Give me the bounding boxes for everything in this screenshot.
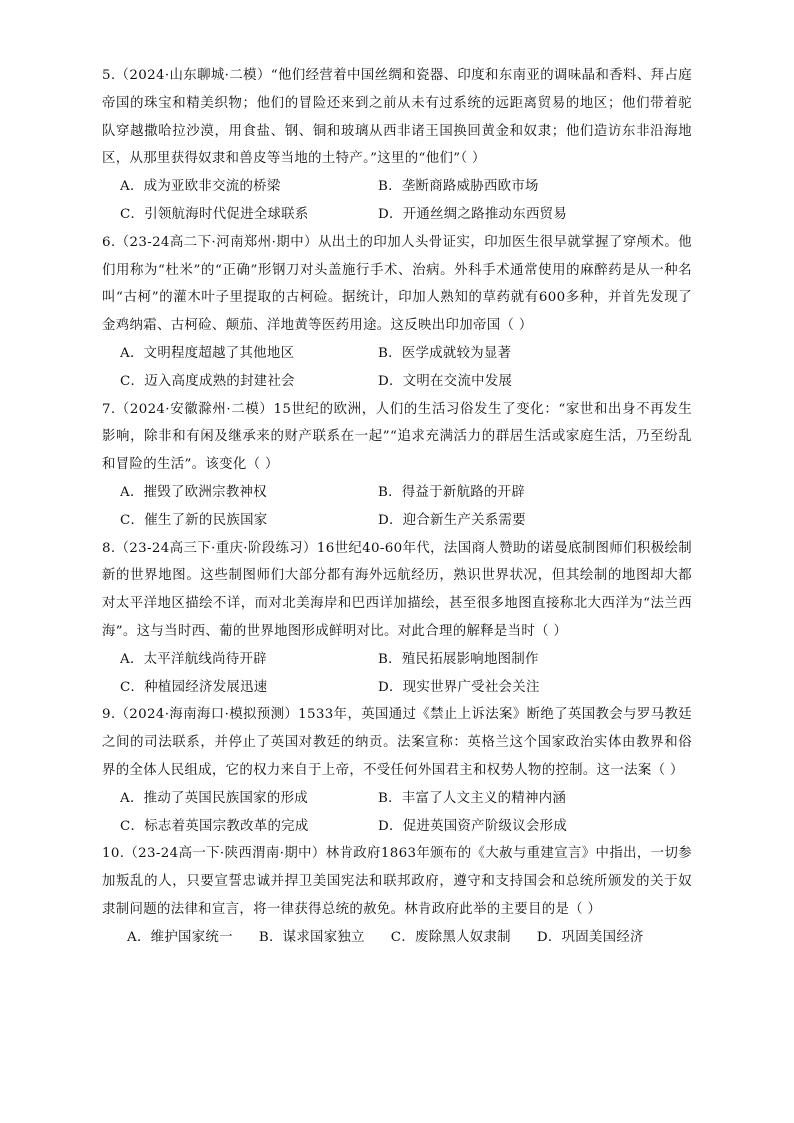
option-a[interactable]: A．成为亚欧非交流的桥梁 — [120, 179, 281, 195]
option-d[interactable]: D．现实世界广受社会关注 — [378, 679, 540, 695]
question-5 — [102, 62, 692, 229]
option-d[interactable]: D．迎合新生产关系需要 — [378, 512, 526, 528]
exam-page — [102, 62, 692, 952]
option-list — [120, 646, 692, 702]
question-stem: 10.（23-24高一下·陕西渭南·期中）林肯政府1863年颁布的《大赦与重建宣言》中指出，一切参加叛乱的人，只要宣誓忠诚并捍卫美国宪法和联邦政府，遵守和支持国会和总统所颁发的关于奴隶制问题的法律和宣言，将一律获得总统的赦免。林肯政府此举的主要目的是（ ） — [102, 846, 692, 917]
option-a[interactable]: A．维护国家统一 — [127, 929, 233, 945]
option-c[interactable]: C．标志着英国宗教改革的完成 — [120, 818, 309, 834]
option-b[interactable]: B．医学成就较为显著 — [378, 345, 512, 361]
option-a[interactable]: A．文明程度超越了其他地区 — [120, 345, 295, 361]
option-a[interactable]: A．太平洋航线尚待开辟 — [120, 651, 267, 667]
option-b[interactable]: B．谋求国家独立 — [258, 929, 365, 945]
option-list — [120, 785, 692, 841]
question-stem: 5.（2024·山东聊城·二模）“他们经营着中国丝绸和瓷器、印度和东南亚的调味晶和香料、拜占庭帝国的珠宝和精美织物；他们的冒险还来到之前从未有过系统的远距离贸易的地区；他们带着驼队穿越撒哈拉沙漠，用食盐、钢、铜和玻璃从西非诸王国换回黄金和奴隶；他们造访东非沿海地区，从那里获得奴隶和兽皮等当地的土特产。”这里的“他们”（ ） — [102, 68, 692, 167]
option-d[interactable]: D．文明在交流中发展 — [378, 373, 513, 389]
option-c[interactable]: C．废除黑人奴隶制 — [390, 929, 511, 945]
option-list — [127, 924, 692, 952]
option-c[interactable]: C．迈入高度成熟的封建社会 — [120, 373, 295, 389]
option-c[interactable]: C．引领航海时代促进全球联系 — [120, 206, 309, 222]
option-a[interactable]: A．摧毁了欧洲宗教神权 — [120, 484, 267, 500]
question-9 — [102, 701, 692, 840]
question-stem: 8.（23-24高三下·重庆·阶段练习）16世纪40-60年代，法国商人赞助的诺曼底制图师们积极绘制新的世界地图。这些制图师们大部分都有海外远航经历，熟识世界状况，但其绘制的地图却大都对太平洋地区描绘不详，而对北美海岸和巴西详加描绘，甚至很多地图直接称北大西洋为“法兰西海”。这与当时西、葡的世界地图形成鲜明对比。对此合理的解释是当时（ ） — [102, 540, 692, 639]
question-6 — [102, 229, 692, 396]
option-c[interactable]: C．种植园经济发展迅速 — [120, 679, 268, 695]
option-b[interactable]: B．丰富了人文主义的精神内涵 — [378, 790, 567, 806]
question-7 — [102, 396, 692, 535]
option-b[interactable]: B．殖民拓展影响地图制作 — [378, 651, 539, 667]
option-d[interactable]: D．开通丝绸之路推动东西贸易 — [378, 206, 568, 222]
question-stem: 7.（2024·安徽滁州·二模）15世纪的欧洲，人们的生活习俗发生了变化：“家世和出身不再发生影响，除非和有闲及继承来的财产联系在一起”“追求充满活力的群居生活或家庭生活，乃至纷乱和冒险的生活”。该变化（ ） — [102, 401, 692, 473]
option-d[interactable]: D．巩固美国经济 — [536, 929, 644, 945]
option-list — [120, 173, 692, 229]
option-list — [120, 340, 692, 396]
option-a[interactable]: A．推动了英国民族国家的形成 — [120, 790, 308, 806]
question-stem: 9.（2024·海南海口·模拟预测）1533年，英国通过《禁止上诉法案》断绝了英国教会与罗马教廷之间的司法联系，并停止了英国对教廷的纳贡。法案宣称：英格兰这个国家政治实体由教界和俗界的全体人民组成，它的权力来自于上帝，不受任何外国君主和权势人物的控制。这一法案（ ） — [102, 707, 692, 778]
option-c[interactable]: C．催生了新的民族国家 — [120, 512, 268, 528]
option-list — [120, 479, 692, 535]
option-d[interactable]: D．促进英国资产阶级议会形成 — [378, 818, 568, 834]
question-8 — [102, 535, 692, 702]
question-stem: 6.（23-24高二下·河南郑州·期中）从出土的印加人头骨证实，印加医生很早就掌握了穿颅术。他们用称为“杜米”的“正确”形钢刀对头盖施行手术、治病。外科手术通常使用的麻醉药是从一种名叫“古柯”的灌木叶子里提取的古柯硷。据统计，印加人熟知的草药就有600多种，并首先发现了金鸡纳霜、古柯硷、颠茄、洋地黄等医药用途。这反映出印加帝国（ ） — [102, 234, 692, 334]
option-b[interactable]: B．垄断商路威胁西欧市场 — [378, 179, 539, 195]
question-10 — [102, 840, 692, 951]
option-b[interactable]: B．得益于新航路的开辟 — [378, 484, 526, 500]
